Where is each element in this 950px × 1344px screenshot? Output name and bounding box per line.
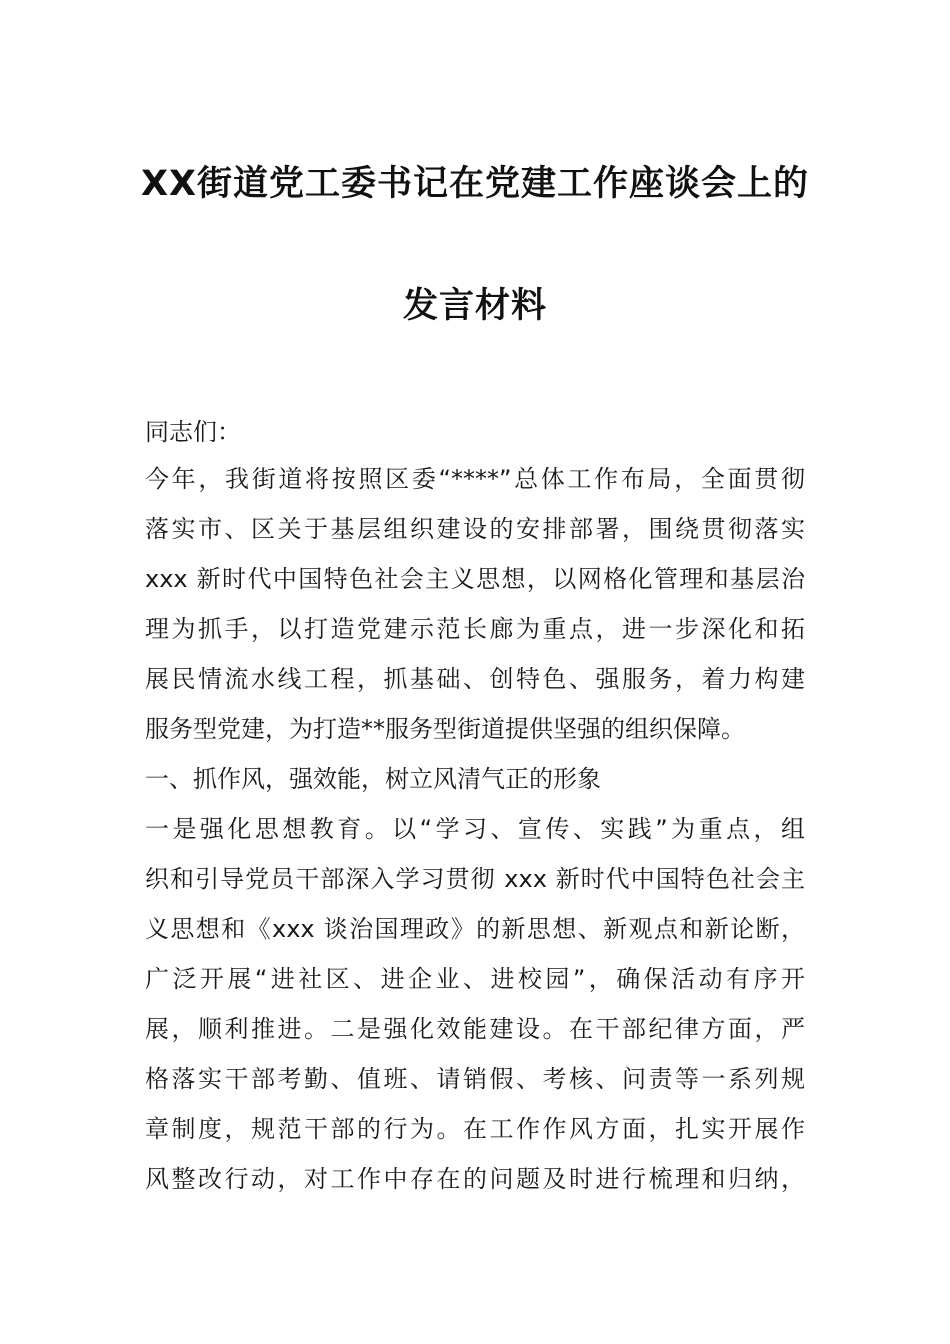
paragraph-line: 广泛开展“进社区、进企业、进校园”，确保活动有序开 xyxy=(145,965,805,993)
paragraph-line: xxx 新时代中国特色社会主义思想，以网格化管理和基层治 xyxy=(145,565,805,593)
section-heading: 一、抓作风，强效能，树立风清气正的形象 xyxy=(145,765,601,793)
paragraph-line: 展民情流水线工程，抓基础、创特色、强服务，着力构建 xyxy=(145,665,805,693)
paragraph-line: 落实市、区关于基层组织建设的安排部署，围绕贯彻落实 xyxy=(145,515,805,543)
document-title-line-1: XX街道党工委书记在党建工作座谈会上的 xyxy=(141,164,809,204)
paragraph-line: 义思想和《xxx 谈治国理政》的新思想、新观点和新论断， xyxy=(145,915,805,943)
paragraph-line: 展，顺利推进。二是强化效能建设。在干部纪律方面，严 xyxy=(145,1015,805,1043)
paragraph-line: 风整改行动，对工作中存在的问题及时进行梳理和归纳， xyxy=(145,1165,805,1193)
paragraph-line: 今年，我街道将按照区委“****”总体工作布局，全面贯彻 xyxy=(145,465,805,493)
paragraph-line: 一是强化思想教育。以“学习、宣传、实践”为重点，组 xyxy=(145,815,805,843)
salutation: 同志们： xyxy=(145,418,241,446)
paragraph-line: 服务型党建，为打造**服务型街道提供坚强的组织保障。 xyxy=(145,715,745,743)
paragraph-line: 理为抓手，以打造党建示范长廊为重点，进一步深化和拓 xyxy=(145,615,805,643)
document-title-line-2: 发言材料 xyxy=(402,286,547,326)
paragraph-line: 格落实干部考勤、值班、请销假、考核、问责等一系列规 xyxy=(145,1065,805,1093)
paragraph-line: 章制度，规范干部的行为。在工作作风方面，扎实开展作 xyxy=(145,1115,805,1143)
paragraph-line: 织和引导党员干部深入学习贯彻 xxx 新时代中国特色社会主 xyxy=(145,865,805,893)
